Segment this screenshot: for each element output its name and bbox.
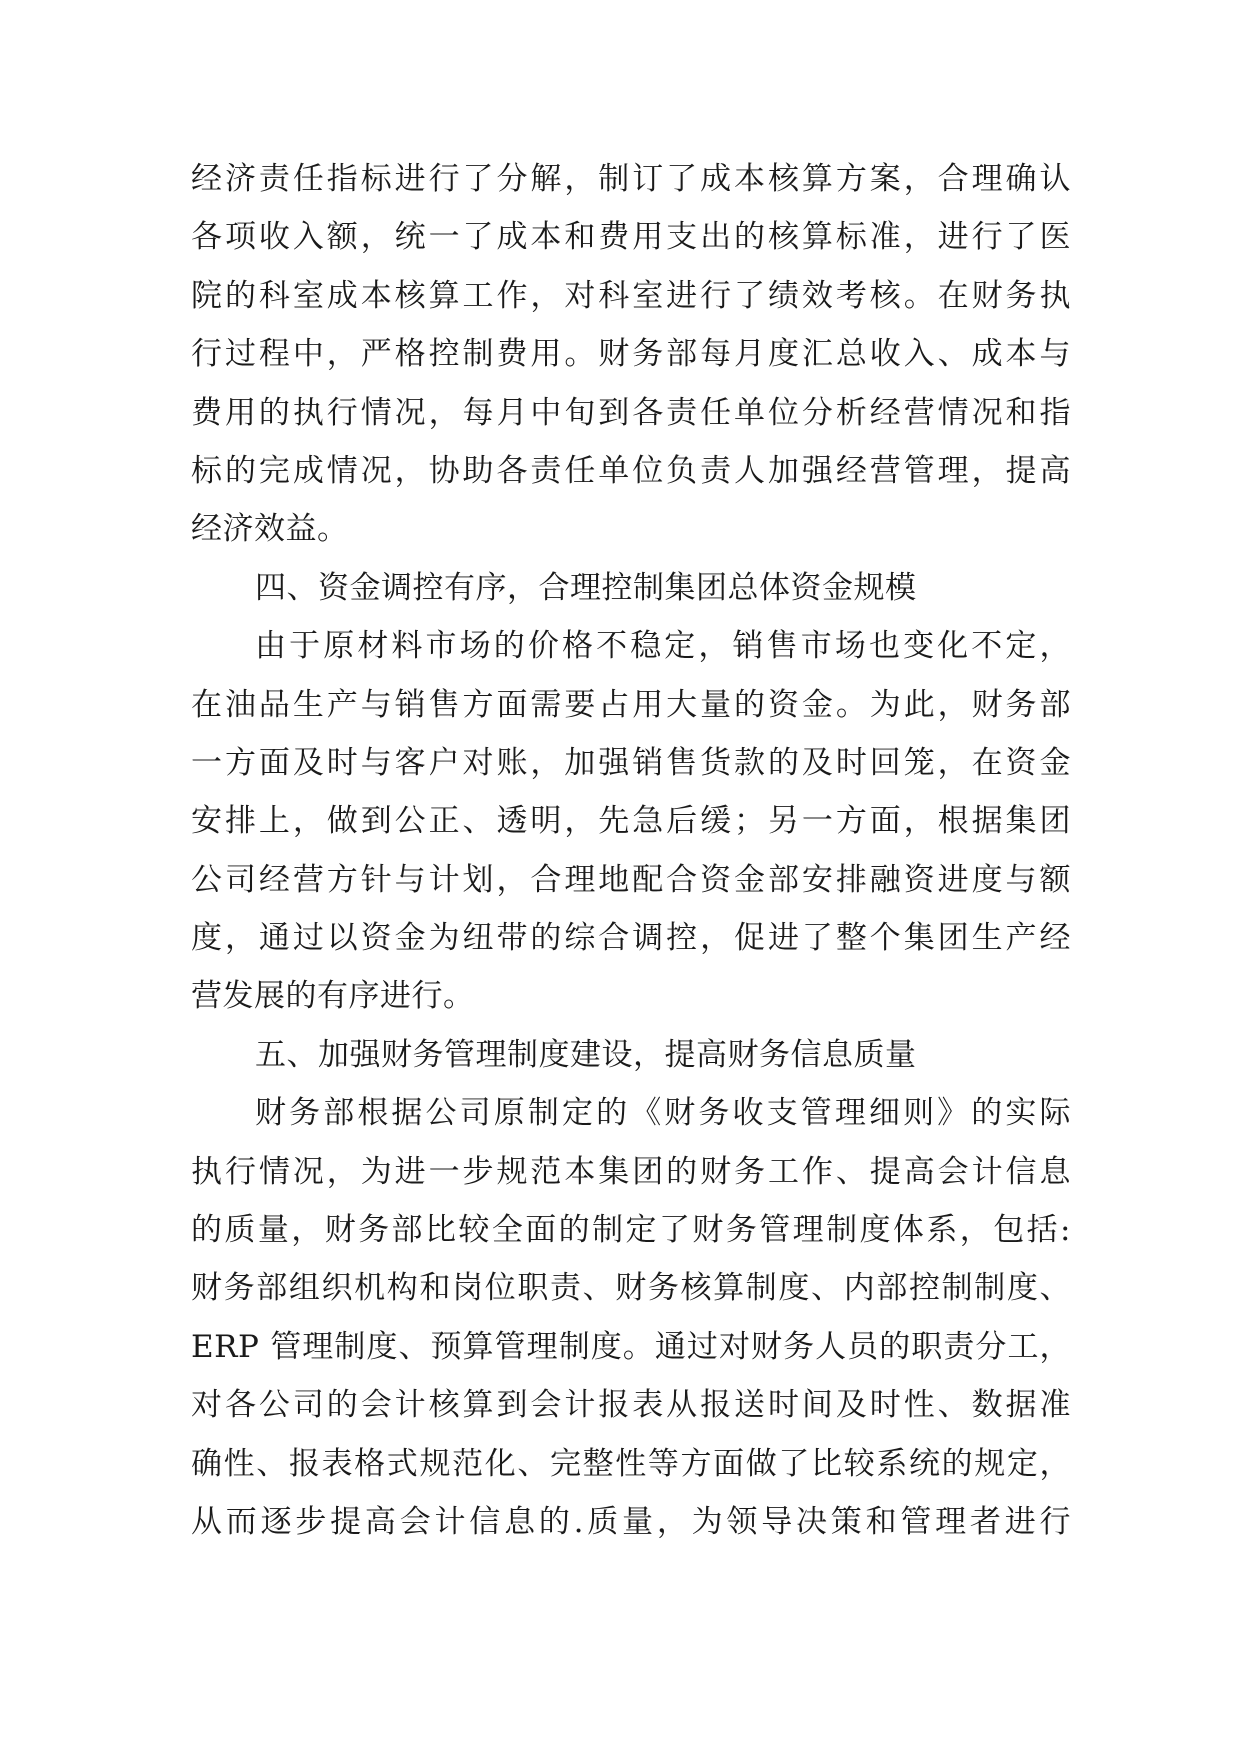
section-heading: 五、加强财务管理制度建设，提高财务信息质量 bbox=[255, 1036, 917, 1073]
paragraph-line: 财务部根据公司原制定的《财务收支管理细则》的实际 bbox=[255, 1095, 1071, 1132]
paragraph-line: 的质量，财务部比较全面的制定了财务管理制度体系，包括: bbox=[191, 1212, 1071, 1249]
paragraph-line: 财务部组织机构和岗位职责、财务核算制度、内部控制制度、 bbox=[191, 1270, 1071, 1307]
section-heading: 四、资金调控有序，合理控制集团总体资金规模 bbox=[255, 569, 917, 606]
paragraph-line: 安排上，做到公正、透明，先急后缓；另一方面，根据集团 bbox=[191, 803, 1071, 840]
paragraph-line: 标的完成情况，协助各责任单位负责人加强经营管理，提高 bbox=[191, 452, 1071, 489]
paragraph-line: 院的科室成本核算工作，对科室进行了绩效考核。在财务执 bbox=[191, 277, 1071, 314]
paragraph-line: 经济责任指标进行了分解，制订了成本核算方案，合理确认 bbox=[191, 161, 1071, 197]
document-body bbox=[191, 150, 1071, 1551]
paragraph-line: 各项收入额，统一了成本和费用支出的核算标准，进行了医 bbox=[191, 219, 1071, 256]
paragraph-line: 由于原材料市场的价格不稳定，销售市场也变化不定， bbox=[255, 628, 1071, 665]
paragraph-line: 一方面及时与客户对账，加强销售货款的及时回笼，在资金 bbox=[191, 744, 1071, 781]
paragraph-line: 公司经营方针与计划，合理地配合资金部安排融资进度与额 bbox=[191, 861, 1071, 898]
paragraph-line: 执行情况，为进一步规范本集团的财务工作、提高会计信息 bbox=[191, 1153, 1071, 1190]
paragraph-line: 确性、报表格式规范化、完整性等方面做了比较系统的规定， bbox=[191, 1445, 1071, 1482]
paragraph-line: 行过程中，严格控制费用。财务部每月度汇总收入、成本与 bbox=[191, 336, 1071, 373]
paragraph-line: 营发展的有序进行。 bbox=[191, 978, 475, 1015]
paragraph-line: 经济效益。 bbox=[191, 511, 349, 548]
paragraph-line: 度，通过以资金为纽带的综合调控，促进了整个集团生产经 bbox=[191, 920, 1071, 957]
paragraph-line: 从而逐步提高会计信息的.质量，为领导决策和管理者进行 bbox=[191, 1503, 1071, 1540]
paragraph-line: 对各公司的会计核算到会计报表从报送时间及时性、数据准 bbox=[191, 1387, 1071, 1424]
paragraph-line: ERP 管理制度、预算管理制度。通过对财务人员的职责分工， bbox=[191, 1328, 1071, 1365]
paragraph-line: 在油品生产与销售方面需要占用大量的资金。为此，财务部 bbox=[191, 686, 1071, 723]
paragraph-line: 费用的执行情况，每月中旬到各责任单位分析经营情况和指 bbox=[191, 394, 1071, 431]
